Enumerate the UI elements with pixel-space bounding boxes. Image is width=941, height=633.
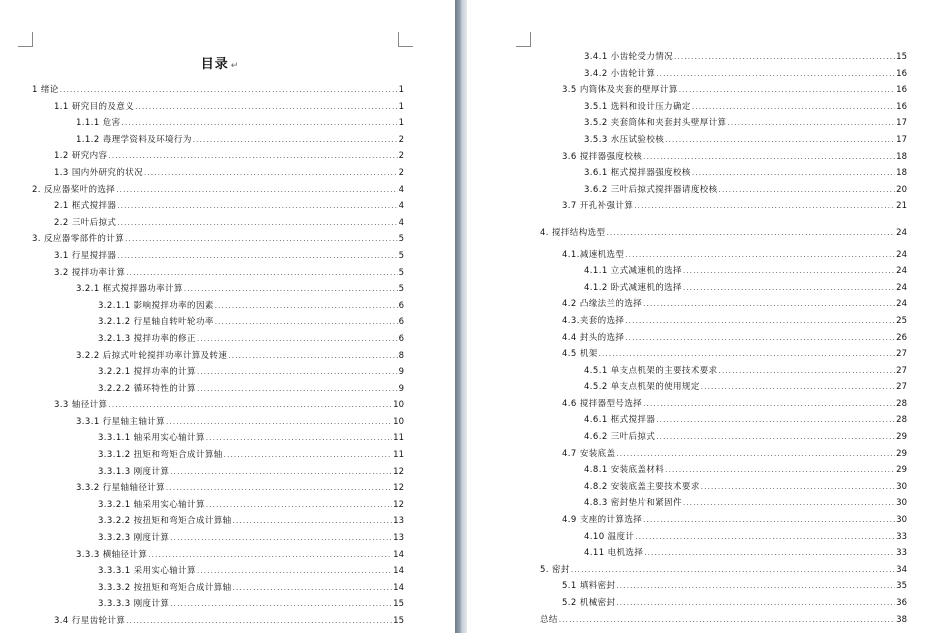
- toc-entry-title: 3.3.1.2 扭矩和弯矩合成计算轴: [98, 450, 223, 461]
- toc-dot-leader: [197, 381, 398, 398]
- toc-dot-leader: [692, 99, 895, 116]
- toc-dot-leader: [116, 182, 397, 199]
- toc-page-number: 34: [896, 564, 907, 575]
- toc-entry[interactable]: [540, 512, 907, 529]
- toc-dot-leader: [193, 132, 398, 149]
- toc-entry-title: 3.2.2.2 循环特性的计算: [98, 383, 196, 394]
- toc-entry[interactable]: [540, 612, 907, 629]
- toc-entry[interactable]: [540, 296, 907, 313]
- toc-dot-leader: [606, 225, 895, 242]
- toc-dot-leader: [206, 497, 392, 514]
- toc-entry-title: 5.2 机械密封: [562, 598, 616, 608]
- toc-entry[interactable]: [32, 115, 404, 132]
- toc-dot-leader: [224, 447, 393, 464]
- toc-entry[interactable]: [540, 198, 907, 215]
- toc-dot-leader: [117, 248, 397, 265]
- toc-entry[interactable]: [540, 149, 907, 166]
- page-corner-mark-top-right: [398, 32, 413, 47]
- toc-entry[interactable]: [32, 580, 404, 597]
- toc-page-number: 29: [896, 432, 907, 443]
- toc-page-number: 5: [398, 234, 404, 245]
- toc-entry[interactable]: [32, 430, 404, 447]
- toc-entry[interactable]: [540, 545, 907, 562]
- toc-title-text: 目录: [200, 57, 229, 72]
- toc-page-number: 1: [398, 85, 404, 95]
- toc-dot-leader: [215, 314, 398, 331]
- toc-page-number: 18: [896, 151, 907, 162]
- page-corner-mark-top-left: [18, 32, 33, 47]
- toc-entry[interactable]: [540, 446, 907, 463]
- toc-page-number: 33: [896, 531, 907, 542]
- toc-page-number: 36: [896, 598, 907, 608]
- toc-dot-leader: [233, 580, 393, 597]
- toc-entry-title: 3.3.2.3 刚度计算: [98, 533, 170, 544]
- toc-dot-leader: [559, 612, 895, 629]
- toc-dot-leader: [674, 49, 895, 66]
- toc-page-number: 6: [398, 300, 404, 311]
- toc-dot-leader: [616, 595, 895, 612]
- toc-page-number: 27: [896, 382, 907, 393]
- toc-entry-title: 3.3.2 行星轴轴径计算: [76, 483, 166, 494]
- toc-entry-title: 2.1 框式搅拌器: [54, 201, 117, 212]
- toc-entry-title: 3.4.1 小齿轮受力情况: [584, 52, 674, 62]
- toc-entry[interactable]: [32, 563, 404, 580]
- toc-dot-leader: [148, 547, 392, 564]
- toc-entry-title: 3.2.2.1 搅拌功率的计算: [98, 367, 196, 378]
- toc-page-number: 17: [896, 118, 907, 129]
- toc-page-number: 11: [393, 450, 404, 461]
- toc-dot-leader: [215, 298, 398, 315]
- toc-page-number: 21: [896, 201, 907, 212]
- toc-dot-leader: [643, 149, 895, 166]
- toc-entry[interactable]: [32, 364, 404, 381]
- toc-dot-leader: [625, 330, 895, 347]
- toc-page-number: 13: [393, 533, 404, 544]
- toc-page-number: 17: [896, 134, 907, 145]
- toc-entry[interactable]: [32, 231, 404, 248]
- page-corner-mark-top-left: [516, 32, 531, 47]
- toc-dot-leader: [692, 165, 895, 182]
- toc-page-number: 9: [398, 367, 404, 378]
- toc-page-number: 24: [896, 282, 907, 293]
- toc-entry[interactable]: [32, 132, 404, 149]
- toc-page-number: 28: [896, 415, 907, 426]
- toc-dot-leader: [166, 414, 392, 431]
- toc-dot-leader: [727, 115, 895, 132]
- toc-dot-leader: [616, 578, 895, 595]
- toc-dot-leader: [635, 529, 895, 546]
- toc-dot-leader: [634, 198, 895, 215]
- toc-entry-title: 3.4.2 小齿轮计算: [584, 68, 656, 79]
- toc-page-number: 30: [896, 515, 907, 526]
- toc-page-number: 11: [393, 433, 404, 444]
- toc-entry-title: 3.3 轴径计算: [54, 400, 108, 411]
- toc-dot-leader: [656, 429, 895, 446]
- toc-list-right: [540, 49, 907, 628]
- toc-page-number: 15: [393, 599, 404, 610]
- toc-dot-leader: [197, 364, 398, 381]
- toc-entry-title: 4.1.1 立式减速机的选择: [584, 266, 682, 277]
- toc-entry-title: 1.1 研究目的及意义: [54, 101, 135, 112]
- toc-page-number: 29: [896, 448, 907, 459]
- toc-entry[interactable]: [540, 280, 907, 297]
- toc-dot-leader: [126, 613, 392, 630]
- toc-page-number: 5: [398, 267, 404, 278]
- toc-page-number: 30: [896, 498, 907, 509]
- toc-entry[interactable]: [32, 148, 404, 165]
- toc-entry[interactable]: [540, 132, 907, 149]
- toc-entry[interactable]: [540, 82, 907, 99]
- toc-page-number: 2: [398, 151, 404, 162]
- toc-dot-leader: [122, 115, 398, 132]
- toc-page-number: 38: [896, 614, 907, 625]
- toc-entry-title: 4.8.1 安装底盖材料: [584, 465, 665, 476]
- toc-entry-title: 3.2.1.1 影响搅拌功率的因素: [98, 300, 214, 311]
- toc-entry-title: 4.8.2 安装底盖主要技术要求: [584, 481, 700, 492]
- toc-page-number: 5: [398, 250, 404, 261]
- toc-page-number: 15: [393, 616, 404, 626]
- toc-entry-title: 3.2 搅拌功率计算: [54, 267, 126, 278]
- toc-entry[interactable]: [540, 66, 907, 83]
- toc-dot-leader: [117, 215, 397, 232]
- toc-entry-title: 4.8.3 密封垫片和紧固件: [584, 498, 682, 509]
- toc-page-number: 15: [896, 52, 907, 62]
- toc-page-number: 5: [398, 284, 404, 295]
- toc-entry[interactable]: [32, 198, 404, 215]
- toc-entry-title: 1.1.1 危害: [76, 118, 121, 129]
- toc-entry-title: 4.5 机架: [562, 349, 598, 360]
- toc-entry[interactable]: [32, 497, 404, 514]
- toc-page-number: 14: [393, 582, 404, 593]
- toc-entry[interactable]: [540, 529, 907, 546]
- toc-entry-title: 4.2 凸缘法兰的选择: [562, 299, 643, 310]
- toc-dot-leader: [170, 596, 392, 613]
- toc-page-number: 14: [393, 549, 404, 560]
- toc-entry-title: 4.6.2 三叶后掠式: [584, 432, 656, 443]
- toc-page-number: 24: [896, 249, 907, 260]
- toc-entry[interactable]: [32, 82, 404, 99]
- toc-page-number: 12: [393, 466, 404, 477]
- toc-dot-leader: [599, 346, 896, 363]
- toc-entry-title: 3.5 内筒体及夹套的壁厚计算: [562, 85, 678, 96]
- toc-entry[interactable]: [540, 330, 907, 347]
- toc-entry[interactable]: [32, 414, 404, 431]
- toc-page-number: 4: [398, 217, 404, 228]
- toc-entry-title: 2. 反应器桨叶的选择: [32, 184, 116, 195]
- toc-entry-title: 4.6 搅拌器型号选择: [562, 398, 643, 409]
- toc-entry[interactable]: [32, 397, 404, 414]
- toc-dot-leader: [170, 530, 392, 547]
- toc-dot-leader: [571, 562, 895, 579]
- toc-page-number: 20: [896, 184, 907, 195]
- toc-entry-title: 总结: [540, 614, 558, 625]
- toc-entry-title: 1.2 研究内容: [54, 151, 108, 162]
- toc-entry[interactable]: [32, 480, 404, 497]
- toc-entry-title: 4.5.1 单支点机架的主要技术要求: [584, 365, 718, 376]
- toc-dot-leader: [108, 397, 392, 414]
- toc-entry-title: 1 绪论: [32, 85, 59, 95]
- toc-entry[interactable]: [32, 613, 404, 630]
- toc-entry-title: 3.3.1.1 轴采用实心轴计算: [98, 433, 205, 444]
- toc-dot-leader: [683, 280, 895, 297]
- toc-entry-title: 3.6.2 三叶后掠式搅拌器请度校核: [584, 184, 718, 195]
- toc-entry-title: 4.11 电机选择: [584, 548, 644, 559]
- toc-page-number: 10: [393, 400, 404, 411]
- toc-entry-title: 3.5.3 水压试验校核: [584, 134, 665, 145]
- toc-entry-title: 3. 反应器零部件的计算: [32, 234, 125, 245]
- toc-entry[interactable]: [32, 165, 404, 182]
- toc-entry[interactable]: [540, 578, 907, 595]
- toc-entry-title: 4.3.夹套的选择: [562, 315, 625, 326]
- toc-page-number: 26: [896, 332, 907, 343]
- toc-page-number: 30: [896, 481, 907, 492]
- toc-entry[interactable]: [32, 265, 404, 282]
- toc-dot-leader: [60, 82, 398, 99]
- toc-page-number: 2: [398, 167, 404, 178]
- toc-entry-title: 3.3.1 行星轴主轴计算: [76, 416, 166, 427]
- toc-entry[interactable]: [32, 547, 404, 564]
- toc-entry[interactable]: [32, 331, 404, 348]
- toc-dot-leader: [184, 281, 398, 298]
- toc-dot-leader: [170, 464, 392, 481]
- toc-entry[interactable]: [540, 363, 907, 380]
- toc-entry[interactable]: [32, 248, 404, 265]
- toc-page-number: 14: [393, 566, 404, 577]
- toc-entry[interactable]: [540, 562, 907, 579]
- toc-dot-leader: [656, 412, 895, 429]
- toc-entry-title: 3.3.1.3 刚度计算: [98, 466, 170, 477]
- toc-dot-leader: [701, 479, 895, 496]
- toc-page-number: 29: [896, 465, 907, 476]
- toc-entry-title: 3.2.1 框式搅拌器功率计算: [76, 284, 183, 295]
- toc-page-number: 12: [393, 483, 404, 494]
- toc-dot-leader: [719, 182, 896, 199]
- toc-page-number: 4: [398, 184, 404, 195]
- toc-entry-title: 3.1 行星搅拌器: [54, 250, 117, 261]
- toc-entry[interactable]: [540, 263, 907, 280]
- toc-page-number: 18: [896, 168, 907, 179]
- toc-page-number: 10: [393, 416, 404, 427]
- toc-entry-title: 4. 搅拌结构选型: [540, 227, 606, 238]
- toc-dot-leader: [144, 165, 398, 182]
- toc-dot-leader: [643, 296, 895, 313]
- toc-list-left: [32, 82, 404, 630]
- toc-entry[interactable]: [540, 99, 907, 116]
- toc-entry[interactable]: [540, 165, 907, 182]
- toc-entry[interactable]: [32, 381, 404, 398]
- toc-entry[interactable]: [540, 396, 907, 413]
- toc-dot-leader: [665, 132, 895, 149]
- toc-entry-title: 4.10 温度计: [584, 531, 635, 542]
- toc-entry[interactable]: [540, 595, 907, 612]
- toc-dot-leader: [644, 545, 895, 562]
- toc-dot-leader: [233, 513, 393, 530]
- toc-dot-leader: [197, 331, 398, 348]
- toc-dot-leader: [719, 363, 896, 380]
- toc-entry-title: 3.3.3.1 采用实心轴计算: [98, 566, 196, 577]
- toc-entry-title: 3.2.1.3 搅拌功率的修正: [98, 333, 196, 344]
- toc-entry-title: 4.7 安装底盖: [562, 448, 616, 459]
- toc-dot-leader: [206, 430, 392, 447]
- page-separator: [455, 0, 467, 633]
- toc-page-number: 9: [398, 383, 404, 394]
- toc-dot-leader: [125, 231, 397, 248]
- toc-page-number: 13: [393, 516, 404, 527]
- toc-dot-leader: [643, 512, 895, 529]
- toc-dot-leader: [701, 379, 895, 396]
- toc-entry[interactable]: [540, 49, 907, 66]
- toc-entry-title: 4.9 支座的计算选择: [562, 515, 643, 526]
- toc-page-number: 33: [896, 548, 907, 559]
- toc-entry[interactable]: [32, 298, 404, 315]
- toc-page-number: 6: [398, 317, 404, 328]
- toc-entry-title: 3.2.1.2 行星轴自转叶轮功率: [98, 317, 214, 328]
- toc-entry-title: 2.2 三叶后掠式: [54, 217, 117, 228]
- toc-page-number: 6: [398, 333, 404, 344]
- toc-entry-title: 4.6.1 框式搅拌器: [584, 415, 656, 426]
- toc-entry-title: 4.1.2 卧式减速机的选择: [584, 282, 682, 293]
- toc-page-number: 16: [896, 68, 907, 79]
- toc-page-number: 24: [896, 266, 907, 277]
- toc-dot-leader: [108, 148, 397, 165]
- toc-entry[interactable]: [32, 314, 404, 331]
- toc-entry[interactable]: [32, 348, 404, 365]
- toc-entry[interactable]: [540, 182, 907, 199]
- toc-entry[interactable]: [32, 447, 404, 464]
- toc-page-number: 24: [896, 299, 907, 310]
- toc-dot-leader: [126, 265, 397, 282]
- toc-page-number: 1: [398, 118, 404, 129]
- toc-dot-leader: [643, 396, 895, 413]
- toc-dot-leader: [616, 446, 895, 463]
- toc-entry-title: 3.3.3.2 按扭矩和弯矩合成计算轴: [98, 582, 232, 593]
- toc-entry[interactable]: [540, 225, 907, 242]
- toc-dot-leader: [625, 313, 895, 330]
- toc-dot-leader: [679, 82, 895, 99]
- toc-page-number: 2: [398, 134, 404, 145]
- toc-entry[interactable]: [540, 313, 907, 330]
- toc-dot-leader: [197, 563, 392, 580]
- toc-page-number: 1: [398, 101, 404, 112]
- toc-entry[interactable]: [32, 182, 404, 199]
- toc-entry-title: 3.5.2 夹套筒体和夹套封头壁厚计算: [584, 118, 727, 129]
- toc-page-number: 24: [896, 227, 907, 238]
- toc-dot-leader: [166, 480, 392, 497]
- toc-entry[interactable]: [540, 462, 907, 479]
- toc-entry-title: 4.4 封头的选择: [562, 332, 625, 343]
- toc-entry-title: 3.4 行星齿轮计算: [54, 616, 126, 626]
- toc-dot-leader: [625, 247, 895, 264]
- toc-entry-title: 3.3.3 横轴径计算: [76, 549, 148, 560]
- toc-page-number: 4: [398, 201, 404, 212]
- toc-entry-title: 3.3.2.2 按扭矩和弯矩合成计算轴: [98, 516, 232, 527]
- toc-entry-title: 3.5.1 选料和设计压力确定: [584, 101, 691, 112]
- toc-page-number: 16: [896, 85, 907, 96]
- toc-entry[interactable]: [32, 596, 404, 613]
- toc-page-number: 16: [896, 101, 907, 112]
- toc-entry-title: 4.5.2 单支点机架的使用规定: [584, 382, 700, 393]
- toc-entry-title: 4.1.减速机选型: [562, 249, 625, 260]
- toc-entry-title: 3.6.1 框式搅拌器强度校核: [584, 168, 691, 179]
- toc-entry[interactable]: [540, 429, 907, 446]
- toc-page-number: 27: [896, 365, 907, 376]
- toc-page-number: 28: [896, 398, 907, 409]
- toc-page-number: 35: [896, 581, 907, 592]
- toc-entry-title: 5. 密封: [540, 564, 570, 575]
- toc-entry[interactable]: [540, 379, 907, 396]
- toc-dot-leader: [683, 495, 895, 512]
- toc-entry[interactable]: [32, 281, 404, 298]
- toc-entry-title: 3.7 开孔补强计算: [562, 201, 634, 212]
- toc-page-number: 27: [896, 349, 907, 360]
- toc-dot-leader: [228, 348, 397, 365]
- toc-entry[interactable]: [540, 495, 907, 512]
- toc-entry[interactable]: [32, 530, 404, 547]
- toc-entry[interactable]: [32, 215, 404, 232]
- document-page-left: [0, 0, 455, 633]
- toc-page-number: 25: [896, 315, 907, 326]
- toc-entry-title: 3.3.3.3 刚度计算: [98, 599, 170, 610]
- toc-entry[interactable]: [32, 464, 404, 481]
- toc-dot-leader: [665, 462, 895, 479]
- toc-entry-title: 3.2.2 后掠式叶轮搅拌功率计算及转速: [76, 350, 228, 361]
- toc-entry[interactable]: [540, 115, 907, 132]
- toc-dot-leader: [656, 66, 895, 83]
- toc-entry-title: 3.6 搅拌器强度校核: [562, 151, 643, 162]
- paragraph-mark-icon: ↵: [230, 61, 240, 71]
- toc-entry[interactable]: [32, 513, 404, 530]
- toc-page-number: 8: [398, 350, 404, 361]
- toc-dot-leader: [117, 198, 397, 215]
- toc-entry[interactable]: [540, 247, 907, 264]
- toc-entry[interactable]: [540, 479, 907, 496]
- page-title: [0, 53, 440, 72]
- toc-entry-title: 1.1.2 毒理学资料及环境行为: [76, 134, 192, 145]
- toc-dot-leader: [135, 99, 397, 116]
- toc-entry[interactable]: [540, 412, 907, 429]
- toc-page-number: 12: [393, 499, 404, 510]
- toc-entry[interactable]: [540, 346, 907, 363]
- toc-entry-title: 1.3 国内外研究的状况: [54, 167, 144, 178]
- toc-entry-title: 3.3.2.1 轴采用实心轴计算: [98, 499, 205, 510]
- toc-entry[interactable]: [32, 99, 404, 116]
- toc-dot-leader: [683, 263, 895, 280]
- toc-entry-title: 5.1 填料密封: [562, 581, 616, 592]
